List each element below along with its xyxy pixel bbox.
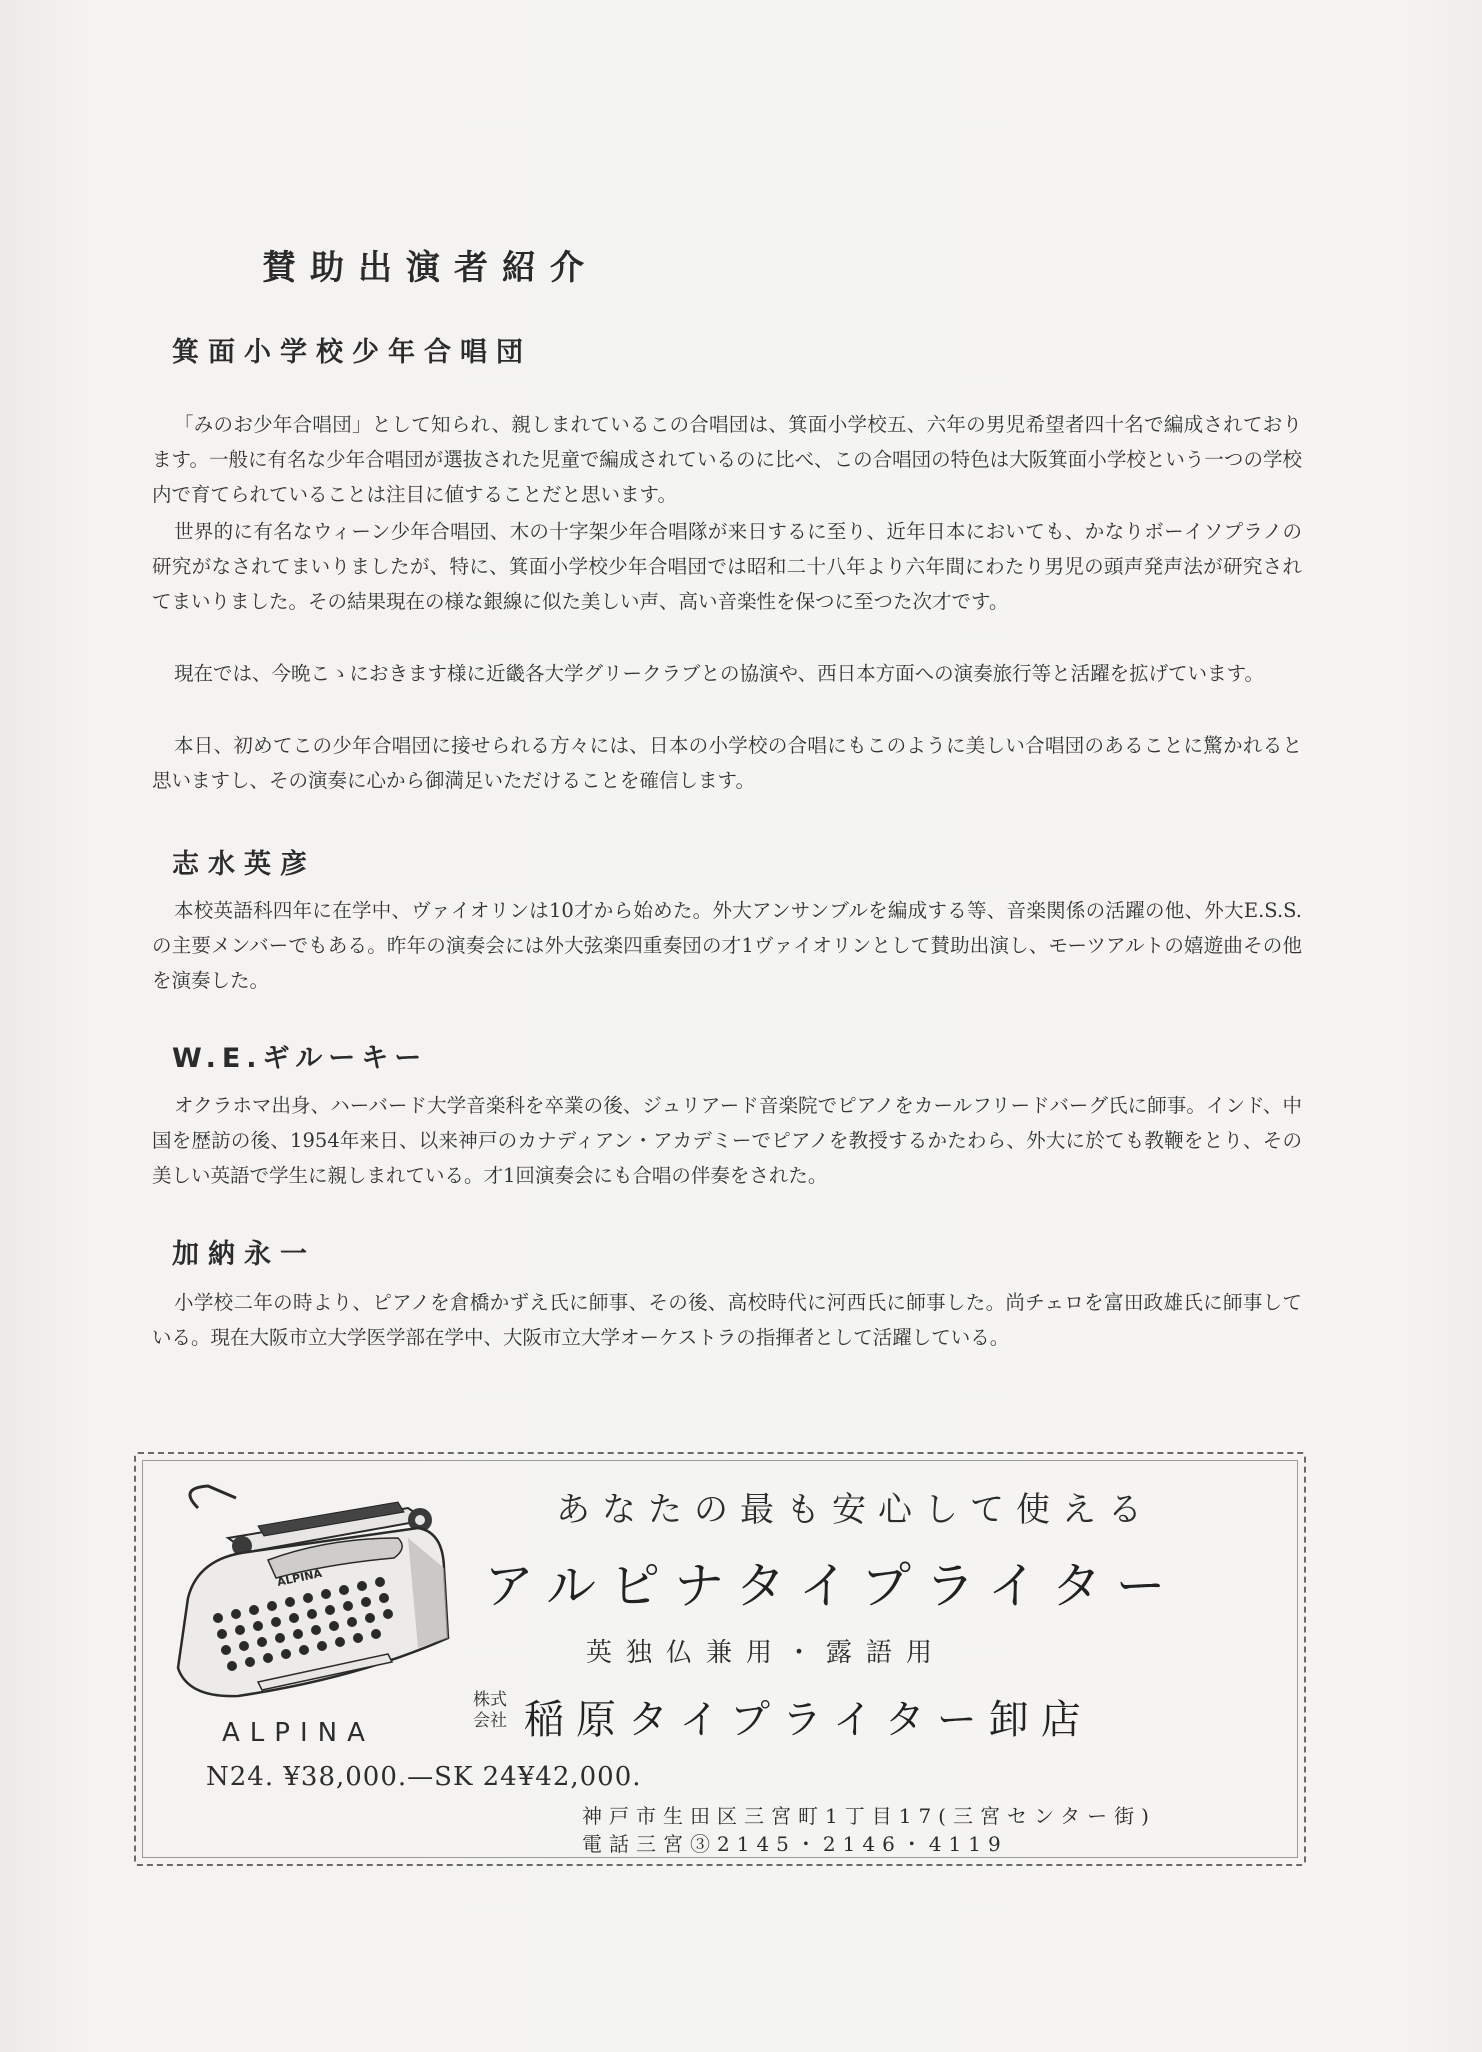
paragraph-gilookey: オクラホマ出身、ハーバード大学音楽科を卒業の後、ジュリアード音楽院でピアノをカールフリードバーグ氏に師事。インド、中国を歴訪の後、1954年来日、以来神戸のカナディアン・アカデミーでピアノを教授するかたわら、外大に於ても教鞭をとり、その美しい英語で学生に親しまれている。才1回演奏会にも合唱の伴奏をされた。 (152, 1094, 1302, 1187)
typewriter-icon (158, 1468, 458, 1708)
ad-company-type: 株式会社 (473, 1690, 507, 1731)
section-heading-kano: 加納永一 (172, 1239, 316, 1270)
svg-text:ALPINA: ALPINA (275, 1566, 324, 1589)
ad-price: N24. ¥38,000.—SK 24¥42,000. (206, 1762, 642, 1792)
paragraph-minoo-choir-1: 「みのお少年合唱団」として知られ、親しまれているこの合唱団は、箕面小学校五、六年の男児希望者四十名で編成されております。一般に有名な少年合唱団が選抜された児童で編成されているのに比べ、この合唱団の特色は大阪箕面小学校という一つの学校内で育てられていることは注目に値することだと思います。 (152, 413, 1302, 506)
section-heading-minoo-choir: 箕面小学校少年合唱団 (172, 337, 532, 368)
section-heading-shimizu: 志水英彦 (172, 849, 316, 880)
ad-company-name: 稲原タイプライター卸店 (524, 1697, 1093, 1743)
section-heading-gilookey: W.E.ギルーキー (172, 1043, 428, 1074)
paragraph-minoo-choir-3: 現在では、今晩こゝにおきます様に近畿各大学グリークラブとの協演や、西日本方面への演奏旅行等と活躍を拡げています。 (174, 662, 1265, 685)
paragraph-kano: 小学校二年の時より、ピアノを倉橋かずえ氏に師事、その後、高校時代に河西氏に師事した。尚チェロを富田政雄氏に師事している。現在大阪市立大学医学部在学中、大阪市立大学オーケストラの指揮者として活躍している。 (152, 1291, 1302, 1349)
ad-product-name: アルピナタイプライター (484, 1557, 1180, 1615)
ad-languages: 英独仏兼用・露語用 (586, 1638, 947, 1668)
ad-phone: 電話三宮③2145・2146・4119 (582, 1832, 1008, 1856)
typewriter-advertisement (134, 1452, 1306, 1866)
ad-tagline: あなたの最も安心して使える (556, 1490, 1154, 1530)
paragraph-minoo-choir-4: 本日、初めてこの少年合唱団に接せられる方々には、日本の小学校の合唱にもこのように美しい合唱団のあることに驚かれると思いますし、その演奏に心から御満足いただけることを確信します。 (152, 734, 1302, 792)
paragraph-shimizu: 本校英語科四年に在学中、ヴァイオリンは10才から始めた。外大アンサンブルを編成する等、音楽関係の活躍の他、外大E.S.S.の主要メンバーでもある。昨年の演奏会には外大弦楽四重奏団の才1ヴァイオリンとして賛助出演し、モーツアルトの嬉遊曲その他を演奏した。 (152, 899, 1302, 992)
ad-brand-latin: ALPINA (222, 1718, 375, 1748)
paragraph-minoo-choir-2: 世界的に有名なウィーン少年合唱団、木の十字架少年合唱隊が来日するに至り、近年日本においても、かなりボーイソプラノの研究がなされてまいりましたが、特に、箕面小学校少年合唱団では昭和二十八年より六年間にわたり男児の頭声発声法が研究されてまいりました。その結果現在の様な銀線に似た美しい声、高い音楽性を保つに至つた次才です。 (152, 520, 1302, 613)
page-title: 賛助出演者紹介 (262, 248, 598, 288)
ad-address: 神戸市生田区三宮町1丁目17(三宮センター街) (582, 1804, 1156, 1828)
